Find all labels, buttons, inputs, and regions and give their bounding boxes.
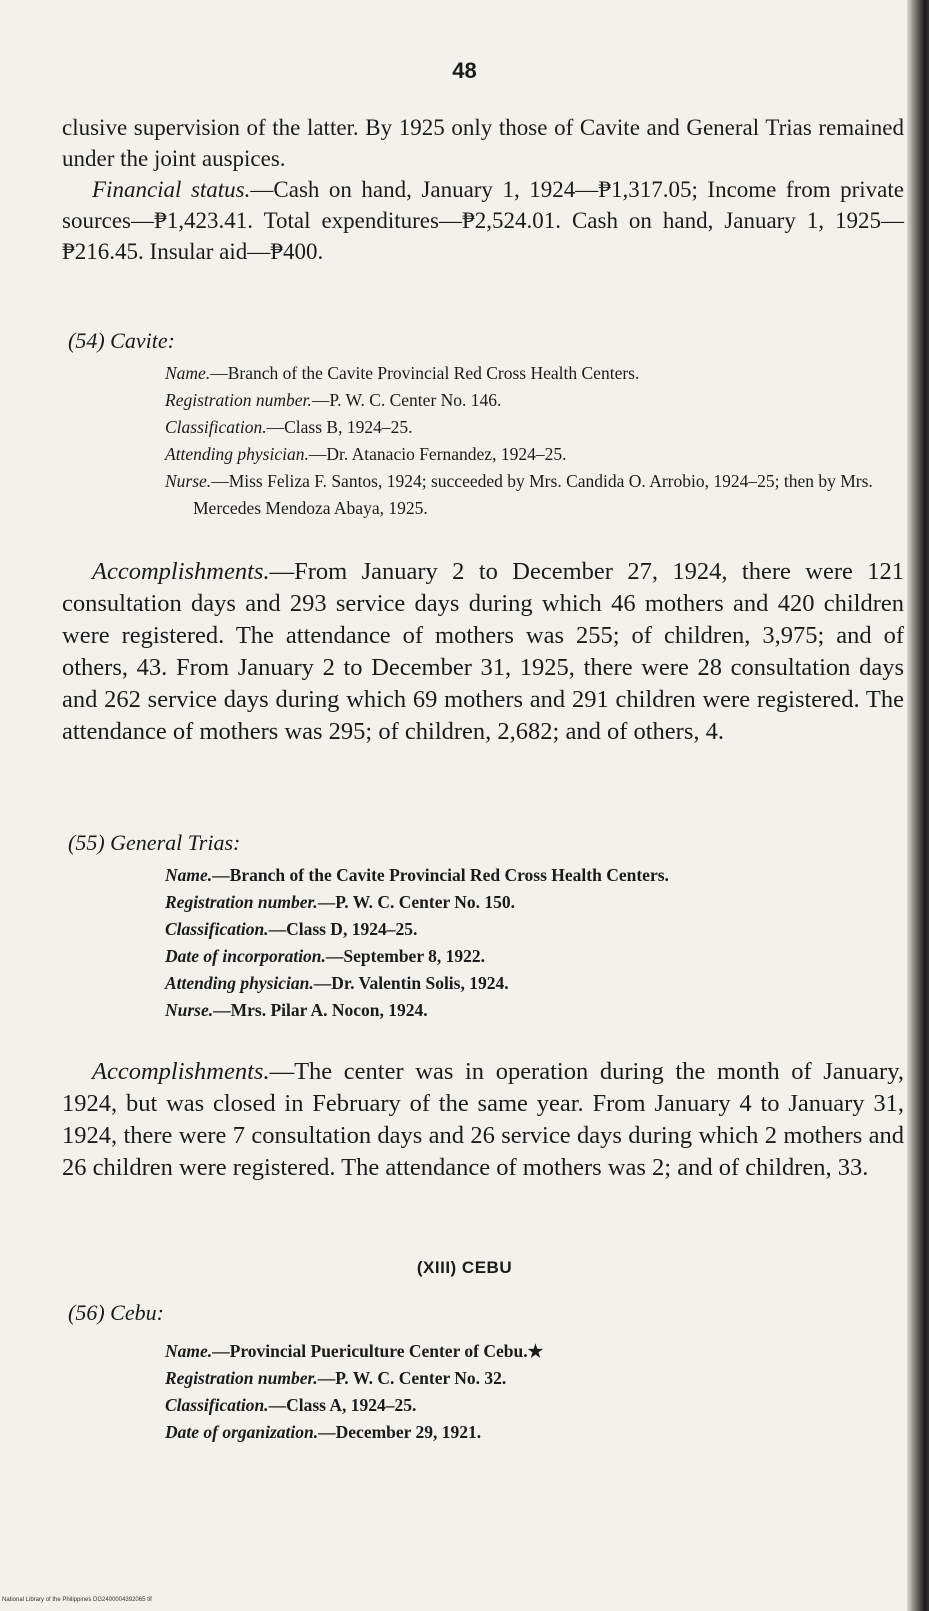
detail-row	[165, 1338, 903, 1365]
detail-row	[165, 387, 903, 414]
accomplishments-text: —The center was in operation during the month of January, 1924, but was closed in February of the same year. From January 4 to January 31, 1924, there were 7 consultation days and 26 service days during which 2 mothers and 26 children were registered. The attendance of mothers was 2; and of children, 33.	[62, 1058, 904, 1181]
detail-row	[165, 1419, 903, 1446]
detail-label: Registration number.	[165, 1368, 318, 1388]
detail-row	[165, 360, 903, 387]
detail-row	[165, 441, 903, 468]
detail-value: —P. W. C. Center No. 146.	[311, 390, 502, 410]
section-heading-general-trias	[68, 830, 240, 856]
scan-footer: National Library of the Philippines DG2400004392065 tif	[2, 1597, 152, 1603]
detail-label: Classification.	[165, 1395, 269, 1415]
financial-status-label: Financial status.	[92, 177, 251, 202]
detail-row	[165, 997, 903, 1024]
detail-row	[165, 1392, 903, 1419]
detail-value: —Provincial Puericulture Center of Cebu.★	[212, 1341, 544, 1361]
financial-status-paragraph	[62, 174, 904, 267]
section-details-cavite	[165, 360, 903, 522]
detail-row	[165, 862, 903, 889]
detail-row	[165, 889, 903, 916]
detail-row	[165, 468, 903, 522]
financial-status-text: —Cash on hand, January 1, 1924—₱1,317.05; Income from private sources—₱1,423.41. Total expenditures—₱2,524.01. Cash on hand, January 1, 1925—₱216.45. Insular aid—₱400.	[62, 177, 904, 264]
detail-label: Registration number.	[165, 892, 318, 912]
section-details-cebu	[165, 1338, 903, 1446]
section-number: (55)	[68, 830, 105, 855]
region-heading: (XIII) CEBU	[416, 1258, 513, 1277]
intro-line: clusive supervision of the latter. By 1925 only those of Cavite and General Trias remained under the joint auspices.	[62, 115, 904, 171]
section-title: Cavite:	[110, 328, 175, 353]
detail-row	[165, 1365, 903, 1392]
detail-label: Date of incorporation.	[165, 946, 326, 966]
accomplishments-label: Accomplishments.	[92, 1058, 270, 1085]
intro-paragraph	[62, 112, 904, 267]
section-number: (54)	[68, 328, 105, 353]
detail-value: —Miss Feliza F. Santos, 1924; succeeded by Mrs. Candida O. Arrobio, 1924–25; then by Mrs. Mercedes Mendoza Abaya, 1925.	[193, 471, 873, 518]
detail-value: —P. W. C. Center No. 150.	[317, 892, 516, 912]
detail-value: —Dr. Valentin Solis, 1924.	[313, 973, 509, 993]
detail-value: —Branch of the Cavite Provincial Red Cross Health Centers.	[212, 865, 669, 885]
detail-label: Registration number.	[165, 390, 312, 410]
accomplishments-paragraph-cavite	[62, 556, 904, 748]
detail-value: —Class D, 1924–25.	[268, 919, 418, 939]
detail-value: —September 8, 1922.	[325, 946, 486, 966]
detail-value: —Mrs. Pilar A. Nocon, 1924.	[213, 1000, 428, 1020]
detail-value: —Class B, 1924–25.	[266, 417, 413, 437]
detail-label: Nurse.	[165, 471, 212, 491]
section-heading-cavite	[68, 328, 175, 354]
accomplishments-text: —From January 2 to December 27, 1924, there were 121 consultation days and 293 service days during which 46 mothers and 420 children were registered. The attendance of mothers was 255; of children, 3,975; and of others, 43. From January 2 to December 31, 1925, there were 28 consultation days and 262 service days during which 69 mothers and 291 children were registered. The attendance of mothers was 295; of children, 2,682; and of others, 4.	[62, 558, 904, 745]
section-title: General Trias:	[110, 830, 241, 855]
section-details-general-trias	[165, 862, 903, 1024]
page-number: 48	[452, 58, 477, 83]
detail-label: Name.	[165, 1341, 213, 1361]
detail-value: —Dr. Atanacio Fernandez, 1924–25.	[308, 444, 567, 464]
detail-label: Date of organization.	[165, 1422, 319, 1442]
detail-value: —Class A, 1924–25.	[268, 1395, 417, 1415]
detail-row	[165, 916, 903, 943]
detail-row	[165, 970, 903, 997]
detail-value: —P. W. C. Center No. 32.	[317, 1368, 507, 1388]
detail-label: Name.	[165, 363, 211, 383]
accomplishments-paragraph-general-trias	[62, 1056, 904, 1184]
detail-label: Attending physician.	[165, 973, 314, 993]
section-heading-cebu	[68, 1300, 164, 1326]
page-binding-edge	[907, 0, 929, 1611]
detail-value: —December 29, 1921.	[318, 1422, 482, 1442]
detail-row	[165, 414, 903, 441]
detail-label: Name.	[165, 865, 213, 885]
section-number: (56)	[68, 1300, 105, 1325]
section-title: Cebu:	[110, 1300, 164, 1325]
detail-label: Attending physician.	[165, 444, 309, 464]
accomplishments-label: Accomplishments.	[92, 558, 270, 585]
detail-label: Classification.	[165, 417, 267, 437]
detail-value: —Branch of the Cavite Provincial Red Cross Health Centers.	[210, 363, 640, 383]
detail-label: Classification.	[165, 919, 269, 939]
detail-row	[165, 943, 903, 970]
detail-label: Nurse.	[165, 1000, 214, 1020]
